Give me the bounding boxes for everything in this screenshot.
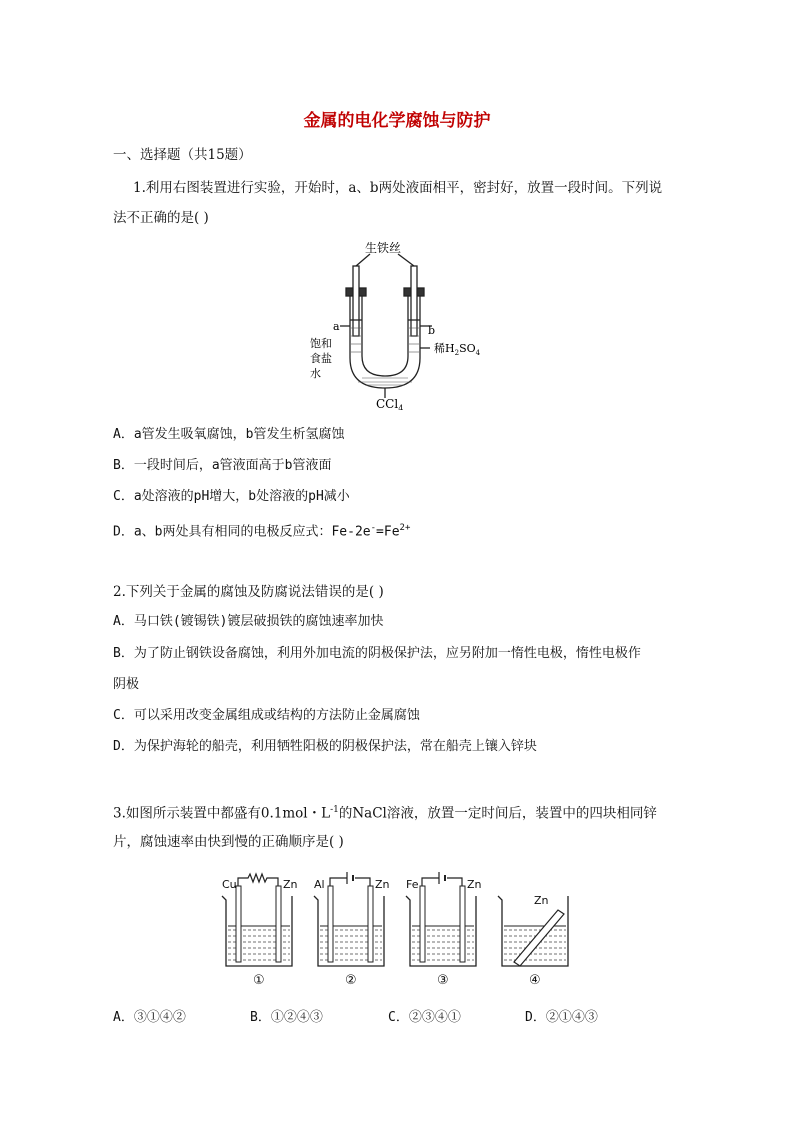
q3-option-b: B．①②④③ xyxy=(250,1010,323,1025)
beaker-1-number: ① xyxy=(253,973,265,988)
beaker-1-right-metal: Zn xyxy=(283,878,298,891)
beaker-2-right-metal: Zn xyxy=(375,878,390,891)
beakers-figure xyxy=(214,866,584,990)
q1-stem-line2: 法不正确的是( ) xyxy=(113,210,209,226)
q2-option-b: B．为了防止钢铁设备腐蚀，利用外加电流的阴极保护法，应另附加一惰性电极，惰性电极作 xyxy=(113,646,641,661)
q1-option-a: A．a管发生吸氧腐蚀，b管发生析氢腐蚀 xyxy=(113,427,345,442)
q1-option-d: D．a、b两处具有相同的电极反应式：$Fe-2e^-=Fe^{2+}$ xyxy=(113,523,411,540)
beaker-3 xyxy=(406,872,482,988)
fig1-left-liquid-2: 食盐 xyxy=(310,352,332,365)
q2-option-a: A．马口铁(镀锡铁)镀层破损铁的腐蚀速率加快 xyxy=(113,614,384,629)
beaker-2-left-metal: Al xyxy=(314,878,325,891)
section-heading: 一、选择题（共15题） xyxy=(113,147,252,163)
q3-stem-line1: 3.如图所示装置中都盛有0.1mol・$L^{-1}$的NaCl溶液，放置一定时间后，装置中的四块相同锌 xyxy=(113,805,657,822)
fig1-right-liquid: 稀$H_2SO_4$ xyxy=(434,342,480,357)
beaker-3-right-metal: Zn xyxy=(467,878,482,891)
beaker-3-number: ③ xyxy=(437,973,449,988)
q3-stem-line2: 片，腐蚀速率由快到慢的正确顺序是( ) xyxy=(113,834,344,850)
page-title: 金属的电化学腐蚀与防护 xyxy=(303,111,491,131)
beaker-3-left-metal: Fe xyxy=(406,878,419,891)
q1-option-b: B．一段时间后，a管液面高于b管液面 xyxy=(113,458,332,473)
q1-option-c: C．a处溶液的pH增大，b处溶液的pH减小 xyxy=(113,489,350,504)
beaker-1 xyxy=(222,874,298,988)
beaker-4-metal: Zn xyxy=(534,894,549,907)
q2-stem: 2.下列关于金属的腐蚀及防腐说法错误的是( ) xyxy=(113,584,384,600)
q3-option-a: A．③①④② xyxy=(113,1010,186,1025)
beaker-4 xyxy=(498,894,568,988)
beaker-2 xyxy=(314,872,390,988)
beaker-1-left-metal: Cu xyxy=(222,878,237,891)
q2-option-c: C．可以采用改变金属组成或结构的方法防止金属腐蚀 xyxy=(113,708,420,723)
q2-option-d: D．为保护海轮的船壳，利用牺牲阳极的阴极保护法，常在船壳上镶入锌块 xyxy=(113,739,537,754)
fig1-bottom-label: CCl$_4$ xyxy=(376,397,404,410)
q2-option-b-cont: 阴极 xyxy=(113,677,140,692)
q3-option-d: D．②①④③ xyxy=(525,1010,598,1025)
q1-stem-line1: 1.利用右图装置进行实验，开始时，a、b两处液面相平，密封好，放置一段时间。下列说 xyxy=(133,180,663,196)
fig1-wire-label: 生铁丝 xyxy=(365,241,402,255)
fig1-label-a: a xyxy=(333,320,340,333)
beaker-4-number: ④ xyxy=(529,973,541,988)
fig1-label-b: b xyxy=(428,324,436,337)
fig1-left-liquid-3: 水 xyxy=(310,367,321,380)
beaker-2-number: ② xyxy=(345,973,357,988)
fig1-left-liquid-1: 饱和 xyxy=(310,337,332,350)
q3-option-c: C．②③④① xyxy=(388,1010,461,1025)
u-tube-figure xyxy=(300,238,480,410)
